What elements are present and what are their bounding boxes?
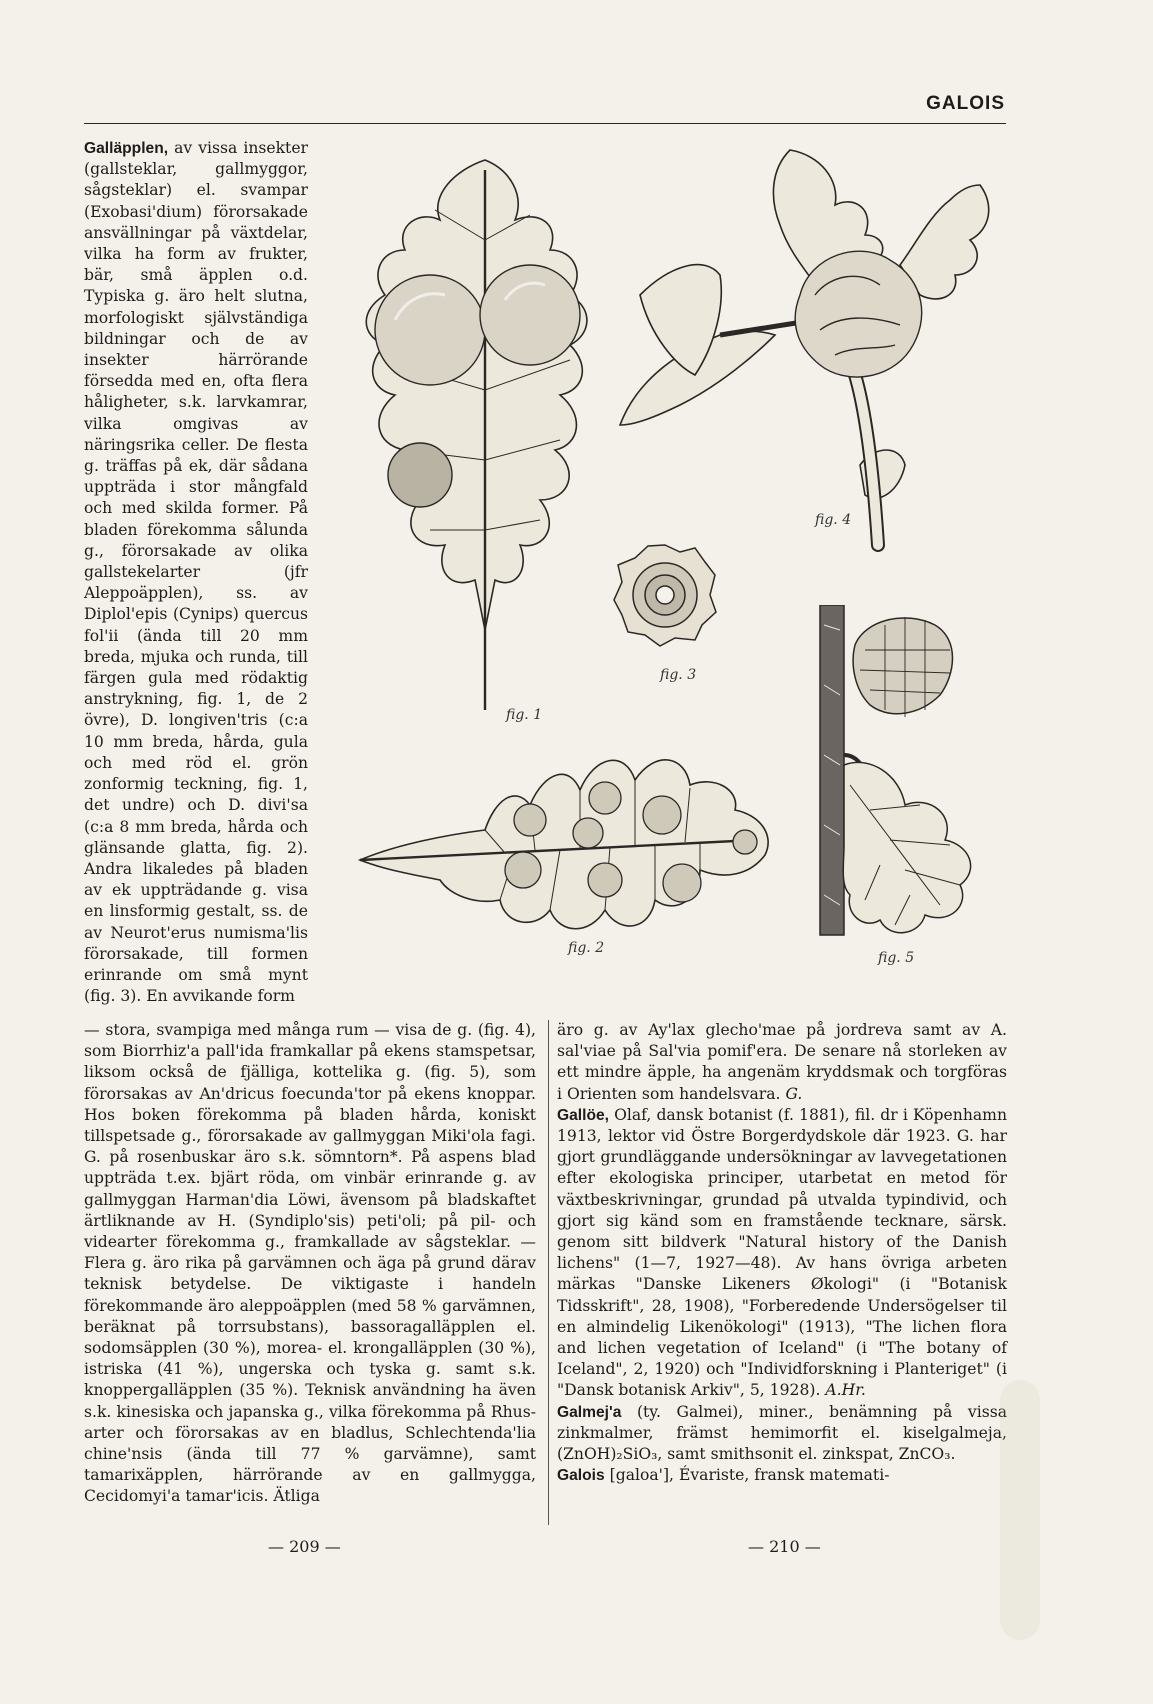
entry-body: av vissa insekter (gallsteklar, gallmyggor, sågsteklar) el. svampar (Exobasi'dium) förorsakade ansvällningar på växtdelar, vilka ha form av frukter, bär, små äpplen o.d. Typiska g. äro helt slutna, morfologiskt självständiga bildningar och de av insekter härrörande försedda med en, ofta flera håligheter, s.k. larvkamrar, vilka omgivas av näringsrika celler. De flesta g. träffas på ek, där sådana uppträda i stor mångfald och med skilda former. På bladen förekomma sålunda g., förorsakade av olika gallstekelarter (jfr Aleppoäpplen), ss. av Diplol'epis (Cynips) quercus fol'ii (ända till 20 mm breda, mjuka och runda, till färgen gula med rödaktig anstrykning, fig. 1, de 2 övre), D. longiven'tris (c:a 10 mm breda, hårda, gula och med röd el. grön zonformig teckning, fig. 1, det undre) och D. divi'sa (c:a 8 mm breda, hårda och glänsande glatta, fig. 2). Andra likaledes på bladen av ek uppträdande g. visa en linsformig gestalt, ss. de av Neurot'erus numisma'lis förorsakade, till formen erinrande om små mynt (fig. 3). En avvikande form <box>84 139 308 1006</box>
figure-4-illustration <box>600 145 1005 585</box>
left-column-top <box>84 138 308 1007</box>
entry-body: Olaf, dansk botanist (f. 1881), fil. dr i Köpenhamn 1913, lektor vid Östre Borgerdydskole där 1923. G. har gjort grundläggande undersökningar av lavvegetationen efter ekologiska principer, utarbetat en metod för växtbeskrivningar, grundad på utvalda typindivid, och gjort sig känd som en framstående tecknare, särsk. genom sitt bildverk "Natural history of the Danish lichens" (1—7, 1927—48). Av hans övriga arbeten märkas "Danske Likeners Økologi" (i "Botanisk Tidsskrift", 28, 1908), "Forberedende Undersögelser til en almindelig Likenökologi" (1913), "The lichen flora and lichen vegetation of Iceland" (i "The botany of Iceland", 2, 1920) och "Individforskning i Planteriget" (i "Dansk botanisk Arkiv", 5, 1928). <box>557 1105 1007 1400</box>
figure-2-illustration <box>355 730 800 945</box>
entry-galmeja <box>557 1402 1007 1466</box>
figure-5-illustration <box>810 605 990 950</box>
figure-1-illustration <box>335 150 630 730</box>
entry-continuation <box>557 1020 1007 1105</box>
headword: Gallöe, <box>557 1106 609 1124</box>
entry-gallapplen <box>84 138 308 1007</box>
entry-signature: A.Hr. <box>825 1381 866 1400</box>
header-rule <box>84 123 1006 124</box>
left-column-bottom <box>84 1020 536 1508</box>
figure-2-label: fig. 2 <box>568 940 605 956</box>
figure-3-illustration <box>610 540 720 650</box>
running-head: GALOIS <box>926 93 1005 114</box>
continuation-signature: G. <box>785 1084 803 1103</box>
figure-4-label: fig. 4 <box>815 512 852 528</box>
entry-body: (ty. Galmei), miner., benämning på vissa zinkmalmer, främst hemimorfit el. kiselgalmeja, (ZnOH)₂SiO₃, samt smithsonit el. zinkspat, ZnCO₃. <box>557 1402 1007 1464</box>
headword: Galmej'a <box>557 1403 622 1421</box>
right-column <box>557 1020 1007 1486</box>
entry-body-continued: — stora, svampiga med många rum — visa de g. (fig. 4), som Biorrhiz'a pall'ida framkallar på ekens stamspetsar, liksom också de fjälliga, kottelika g. (fig. 5), som förorsakas av An'dricus foecunda'tor på ekens knoppar. Hos boken förekomma på bladen hårda, koniskt tillspetsade g., förorsakade av gallmyggan Miki'ola fagi. G. på rosenbuskar äro s.k. sömntorn*. På aspens blad uppträda t.ex. bjärt röda, om vinbär erinrande g. av gallmyggan Harman'dia Löwi, ävensom på bladskaftet ärtliknande av H. (Syndiplo'sis) peti'oli; på pil- och videarter förekomma g., framkallade av sågsteklar. — Flera g. äro rika på garvämnen och äga på grund därav teknisk betydelse. De viktigaste i handeln förekommande äro aleppoäpplen (med 58 % garvämnen, beräknat på torrsubstans), bassoragalläpplen el. sodomsäpplen (30 %), morea- el. krongalläpplen (30 %), istriska (41 %), ungerska och tyska g. samt s.k. knoppergalläpplen (35 %). Teknisk användning ha även s.k. kinesiska och japanska g., vilka förekomma på Rhus-arter och förorsakas av en bladlus, Schlechtenda'lia chine'nsis (ända till 77 % garvämne), samt tamarixäpplen, härrörande av en gallmygga, Cecidomyi'a tamar'icis. Ätliga <box>84 1021 536 1506</box>
paper-stain <box>1000 1380 1040 1640</box>
figure-3-label: fig. 3 <box>660 667 697 683</box>
continuation-body: äro g. av Ay'lax glecho'mae på jordreva samt av A. sal'viae på Sal'via pomif'era. De senare nå storleken av ett mindre äpple, ha angenäm kryddsmak och torgföras i Orienten som handelsvara. <box>557 1021 1007 1103</box>
entry-galois <box>557 1465 1007 1486</box>
entry-galloe <box>557 1105 1007 1402</box>
figure-1-label: fig. 1 <box>506 707 543 723</box>
page-number-left: — 209 — <box>268 1537 341 1556</box>
headword: Galläpplen, <box>84 140 169 157</box>
entry-body: [galoa'], Évariste, fransk matemati- <box>609 1466 890 1485</box>
figure-5-label: fig. 5 <box>878 950 915 966</box>
column-rule <box>548 1020 549 1525</box>
headword: Galois <box>557 1467 605 1485</box>
page-number-right: — 210 — <box>748 1537 821 1556</box>
